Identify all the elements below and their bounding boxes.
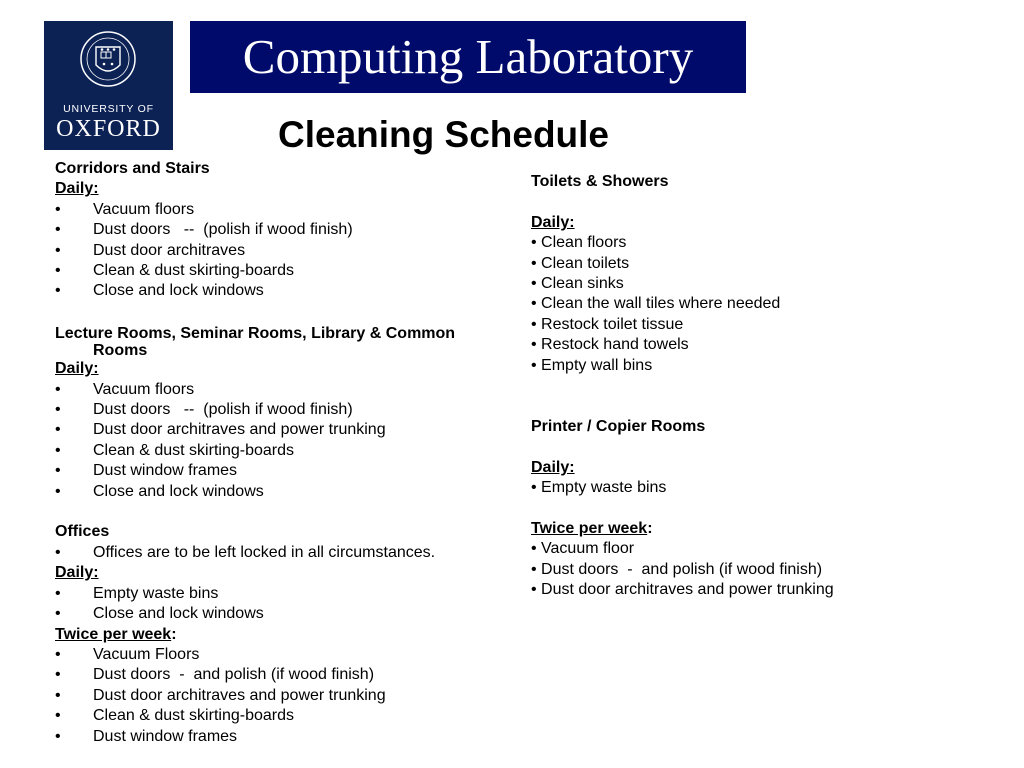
oxford-logo — [44, 21, 173, 150]
list-item — [55, 200, 505, 220]
list-item — [55, 380, 505, 400]
bullet: • — [55, 241, 61, 259]
offices-note-list — [55, 543, 505, 563]
list-item-text: Clean & dust skirting-boards — [93, 441, 294, 459]
list-item-text: Vacuum Floors — [93, 645, 200, 663]
list-item-text: Close and lock windows — [93, 605, 264, 623]
logo-university-of: UNIVERSITY OF — [63, 103, 154, 115]
list-item — [55, 281, 505, 301]
list-item-text: Dust door architraves and power trunking — [93, 686, 386, 704]
page-title: Cleaning Schedule — [278, 114, 610, 155]
bullet: • — [55, 543, 61, 561]
twice-per-week-heading — [55, 625, 505, 645]
logo-oxford: OXFORD — [56, 116, 161, 142]
bullet: • — [55, 584, 61, 602]
list-item: • Vacuum floor — [531, 540, 635, 558]
list-item: • Dust doors - and polish (if wood finish) — [531, 560, 823, 578]
daily-label: Daily: — [55, 360, 99, 378]
list-item — [55, 220, 505, 240]
list-item — [55, 686, 505, 706]
corridors-daily-list — [55, 200, 505, 302]
list-item — [55, 706, 505, 726]
bullet: • — [55, 727, 61, 745]
list-item — [55, 543, 505, 563]
bullet: • — [55, 462, 61, 480]
section-heading-toilets: Toilets & Showers — [531, 173, 669, 190]
bullet: • — [55, 221, 61, 239]
list-item-text: Dust window frames — [93, 727, 238, 745]
list-item — [55, 441, 505, 461]
list-item-text: Dust window frames — [93, 462, 238, 480]
list-item — [55, 241, 505, 261]
section-heading-lecture-rooms: Lecture Rooms, Seminar Rooms, Library & Common Rooms — [55, 325, 456, 359]
colon: : — [647, 519, 653, 537]
list-item-text: Dust doors -- (polish if wood finish) — [93, 221, 353, 239]
list-item: • Dust door architraves and power trunking — [531, 581, 834, 599]
list-item — [55, 482, 505, 502]
list-item — [55, 727, 505, 747]
list-item-text: Close and lock windows — [93, 482, 264, 500]
offices-daily-list — [55, 584, 505, 625]
list-item: • Restock toilet tissue — [531, 315, 684, 333]
bullet: • — [55, 262, 61, 280]
section-heading-corridors: Corridors and Stairs — [55, 160, 210, 177]
list-item — [55, 461, 505, 481]
daily-label: Daily: — [531, 458, 575, 476]
list-item-text: Clean & dust skirting-boards — [93, 262, 294, 280]
bullet: • — [55, 686, 61, 704]
toilets-daily-list — [531, 233, 951, 376]
twice-per-week-label: Twice per week — [55, 625, 172, 643]
list-item — [55, 645, 505, 665]
bullet: • — [55, 605, 61, 623]
right-column — [531, 172, 951, 600]
list-item-text: Dust door architraves — [93, 241, 246, 259]
printer-daily-list — [531, 478, 951, 498]
colon: : — [171, 625, 177, 643]
list-item — [55, 665, 505, 685]
bullet: • — [55, 666, 61, 684]
list-item-text: Dust doors - and polish (if wood finish) — [93, 666, 375, 684]
list-item-text: Clean & dust skirting-boards — [93, 707, 294, 725]
bullet: • — [55, 200, 61, 218]
bullet: • — [55, 401, 61, 419]
list-item: • Empty wall bins — [531, 356, 653, 374]
list-item-text: Empty waste bins — [93, 584, 219, 602]
list-item-text: Vacuum floors — [93, 380, 195, 398]
bullet: • — [55, 645, 61, 663]
printer-twice-list — [531, 539, 951, 600]
list-item-text: Dust door architraves and power trunking — [93, 421, 386, 439]
left-column — [55, 159, 505, 747]
list-item: • Clean sinks — [531, 275, 624, 293]
bullet: • — [55, 282, 61, 300]
list-item-text: Dust doors -- (polish if wood finish) — [93, 401, 353, 419]
list-item — [55, 261, 505, 281]
list-item: • Clean floors — [531, 234, 627, 252]
bullet: • — [55, 380, 61, 398]
bullet: • — [55, 441, 61, 459]
list-item-text: Offices are to be left locked in all circumstances. — [93, 543, 436, 561]
banner-title: Computing Laboratory — [190, 21, 746, 93]
bullet: • — [55, 707, 61, 725]
daily-label: Daily: — [55, 180, 99, 198]
list-item — [55, 584, 505, 604]
list-item: • Clean the wall tiles where needed — [531, 295, 781, 313]
section-heading-printer-rooms: Printer / Copier Rooms — [531, 417, 706, 435]
twice-per-week-heading — [531, 519, 951, 539]
section-heading-offices: Offices — [55, 523, 110, 541]
bullet: • — [55, 421, 61, 439]
list-item: • Clean toilets — [531, 254, 630, 272]
list-item-text: Close and lock windows — [93, 282, 264, 300]
offices-twice-list — [55, 645, 505, 747]
list-item: • Empty waste bins — [531, 479, 667, 497]
lecture-daily-list — [55, 380, 505, 502]
twice-per-week-label: Twice per week — [531, 519, 648, 537]
daily-label: Daily: — [55, 564, 99, 582]
list-item: • Restock hand towels — [531, 336, 689, 354]
list-item — [55, 604, 505, 624]
list-item-text: Vacuum floors — [93, 200, 195, 218]
bullet: • — [55, 482, 61, 500]
daily-label: Daily: — [531, 213, 575, 231]
list-item — [55, 420, 505, 440]
list-item — [55, 400, 505, 420]
